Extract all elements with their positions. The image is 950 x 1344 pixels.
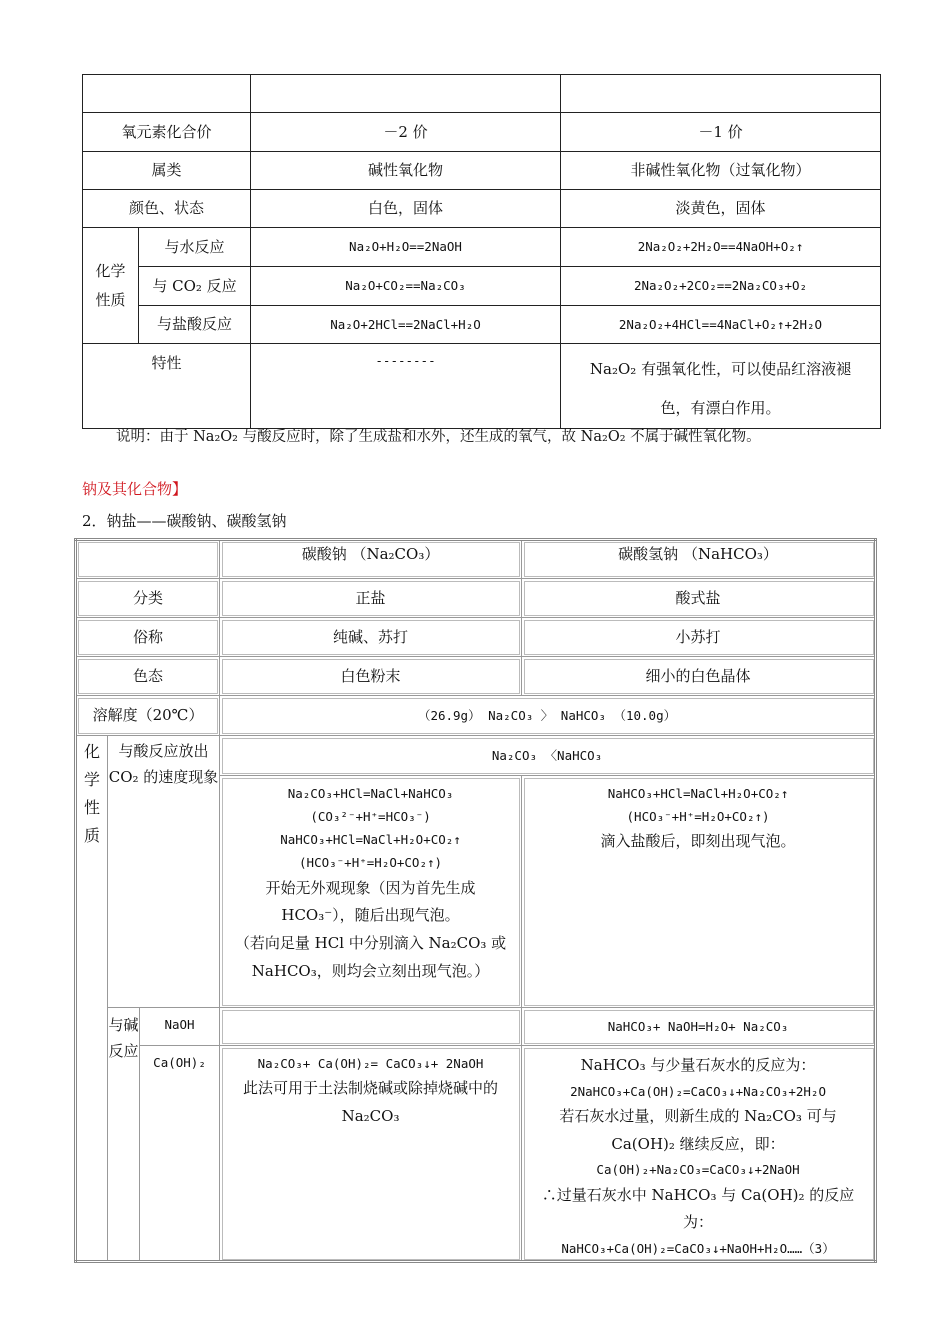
note-text: 说明：由于 Na₂O₂ 与酸反应时，除了生成盐和水外，还生成的氧气，故 Na₂O₂ 不属于碱性氧化物。 bbox=[116, 429, 761, 445]
table-row bbox=[83, 344, 881, 429]
cell-na2o: 碱性氧化物 bbox=[251, 152, 561, 190]
row-label: 属类 bbox=[83, 152, 251, 190]
cell-na2o2: 2Na₂O₂+4HCl==4NaCl+O₂↑+2H₂O bbox=[561, 306, 881, 344]
cell-na2o2: Na₂O₂ 有强氧化性，可以使品红溶液褪色，有漂白作用。 bbox=[561, 344, 881, 429]
cell-na2o: Na₂O+CO₂==Na₂CO₃ bbox=[251, 267, 561, 306]
header-empty-cell bbox=[76, 540, 220, 579]
acid-speed-value: Na₂CO₃ 〈NaHCO₃ bbox=[220, 736, 876, 776]
header-empty-cell bbox=[83, 75, 251, 113]
table-row bbox=[83, 228, 881, 267]
cell-nahco3: 小苏打 bbox=[522, 618, 876, 657]
base-reaction-label: 与碱反应 bbox=[108, 1008, 140, 1262]
row-label: 颜色、状态 bbox=[83, 190, 251, 228]
table-row bbox=[83, 306, 881, 344]
cell-nahco3: 酸式盐 bbox=[522, 579, 876, 618]
table-row bbox=[83, 75, 881, 113]
description: ∴过量石灰水中 NaHCO₃ 与 Ca(OH)₂ 的反应为： bbox=[541, 1185, 855, 1232]
section-title: 2．钠盐——碳酸钠、碳酸氢钠 bbox=[82, 512, 287, 530]
cell-na2o: 白色，固体 bbox=[251, 190, 561, 228]
table-row bbox=[83, 267, 881, 306]
header-nahco3: 碳酸氢钠 （NaHCO₃） bbox=[522, 540, 876, 579]
header-empty-cell bbox=[251, 75, 561, 113]
table-row bbox=[76, 1046, 876, 1262]
row-label: 溶解度（20℃） bbox=[76, 696, 220, 736]
table-row bbox=[76, 736, 876, 776]
table-row bbox=[76, 618, 876, 657]
description: NaHCO₃ 与少量石灰水的反应为： bbox=[580, 1056, 816, 1074]
row-label: 俗称 bbox=[76, 618, 220, 657]
cell-na2o2: 非碱性氧化物（过氧化物） bbox=[561, 152, 881, 190]
acid-reaction-na2co3 bbox=[220, 776, 522, 1008]
equation: (HCO₃⁻+H⁺=H₂O+CO₂↑) bbox=[626, 809, 770, 825]
description: 若石灰水过量，则新生成的 Na₂CO₃ 可与 Ca(OH)₂ 继续反应，即： bbox=[559, 1106, 837, 1153]
table-row bbox=[83, 113, 881, 152]
equation: NaHCO₃+Ca(OH)₂=CaCO₃↓+NaOH+H₂O……（3） bbox=[561, 1241, 835, 1256]
naoh-na2co3 bbox=[220, 1008, 522, 1046]
table-row bbox=[76, 579, 876, 618]
caoh2-label: Ca(OH)₂ bbox=[140, 1046, 220, 1262]
cell-na2o2: －1 价 bbox=[561, 113, 881, 152]
cell-na2co3: 白色粉末 bbox=[220, 657, 522, 696]
cell-nahco3: 细小的白色晶体 bbox=[522, 657, 876, 696]
row-label: 与盐酸反应 bbox=[139, 306, 251, 344]
table-row bbox=[76, 540, 876, 579]
row-label: 与 CO₂ 反应 bbox=[139, 267, 251, 306]
cell-na2o: －2 价 bbox=[251, 113, 561, 152]
naoh-label: NaOH bbox=[140, 1008, 220, 1046]
row-label: 色态 bbox=[76, 657, 220, 696]
red-heading: 钠及其化合物】 bbox=[82, 480, 188, 498]
group-label: 化学性质 bbox=[83, 228, 139, 344]
cell-na2o2: 淡黄色，固体 bbox=[561, 190, 881, 228]
sodium-oxides-table bbox=[82, 74, 881, 429]
equation: Na₂CO₃+ Ca(OH)₂= CaCO₃↓+ 2NaOH bbox=[257, 1056, 484, 1071]
description: （若向足量 HCl 中分别滴入 Na₂CO₃ 或 NaHCO₃，则均会立刻出现气泡。） bbox=[234, 934, 507, 980]
cell-na2o2: 2Na₂O₂+2CO₂==2Na₂CO₃+O₂ bbox=[561, 267, 881, 306]
equation: Ca(OH)₂+Na₂CO₃=CaCO₃↓+2NaOH bbox=[596, 1162, 800, 1178]
table-row bbox=[83, 152, 881, 190]
caoh2-na2co3 bbox=[220, 1046, 522, 1262]
cell-na2co3: 正盐 bbox=[220, 579, 522, 618]
naoh-nahco3: NaHCO₃+ NaOH=H₂O+ Na₂CO₃ bbox=[522, 1008, 876, 1046]
cell-na2o2: 2Na₂O₂+2H₂O==4NaOH+O₂↑ bbox=[561, 228, 881, 267]
table-row bbox=[76, 696, 876, 736]
equation: Na₂CO₃+HCl=NaCl+NaHCO₃ bbox=[287, 786, 454, 801]
header-na2co3: 碳酸钠 （Na₂CO₃） bbox=[220, 540, 522, 579]
equation: 2NaHCO₃+Ca(OH)₂=CaCO₃↓+Na₂CO₃+2H₂O bbox=[570, 1083, 826, 1099]
row-label: 分类 bbox=[76, 579, 220, 618]
caoh2-nahco3 bbox=[522, 1046, 876, 1262]
table-row bbox=[76, 657, 876, 696]
description: 滴入盐酸后，即刻出现气泡。 bbox=[600, 832, 796, 851]
equation: (CO₃²⁻+H⁺=HCO₃⁻) bbox=[310, 809, 431, 825]
equation: (HCO₃⁻+H⁺=H₂O+CO₂↑) bbox=[299, 855, 443, 871]
acid-reaction-nahco3 bbox=[522, 776, 876, 1008]
table-row bbox=[83, 190, 881, 228]
chem-props-label: 化学性质 bbox=[76, 736, 108, 1262]
cell-na2co3: 纯碱、苏打 bbox=[220, 618, 522, 657]
acid-speed-label: 与酸反应放出 CO₂ 的速度现象 bbox=[108, 736, 220, 1008]
solubility-value: （26.9g） Na₂CO₃ 〉 NaHCO₃ （10.0g） bbox=[220, 696, 876, 736]
cell-na2o: -------- bbox=[251, 344, 561, 429]
row-label: 氧元素化合价 bbox=[83, 113, 251, 152]
cell-na2o: Na₂O+2HCl==2NaCl+H₂O bbox=[251, 306, 561, 344]
description: 此法可用于土法制烧碱或除掉烧碱中的 Na₂CO₃ bbox=[243, 1079, 499, 1125]
sodium-salts-table bbox=[74, 538, 877, 1263]
equation: NaHCO₃+HCl=NaCl+H₂O+CO₂↑ bbox=[607, 786, 789, 801]
table-row bbox=[76, 1008, 876, 1046]
header-empty-cell bbox=[561, 75, 881, 113]
cell-na2o: Na₂O+H₂O==2NaOH bbox=[251, 228, 561, 267]
equation: NaHCO₃+HCl=NaCl+H₂O+CO₂↑ bbox=[280, 832, 461, 848]
row-label: 与水反应 bbox=[139, 228, 251, 267]
row-label: 特性 bbox=[83, 344, 251, 429]
description: 开始无外观现象（因为首先生成 HCO₃⁻），随后出现气泡。 bbox=[265, 878, 476, 925]
